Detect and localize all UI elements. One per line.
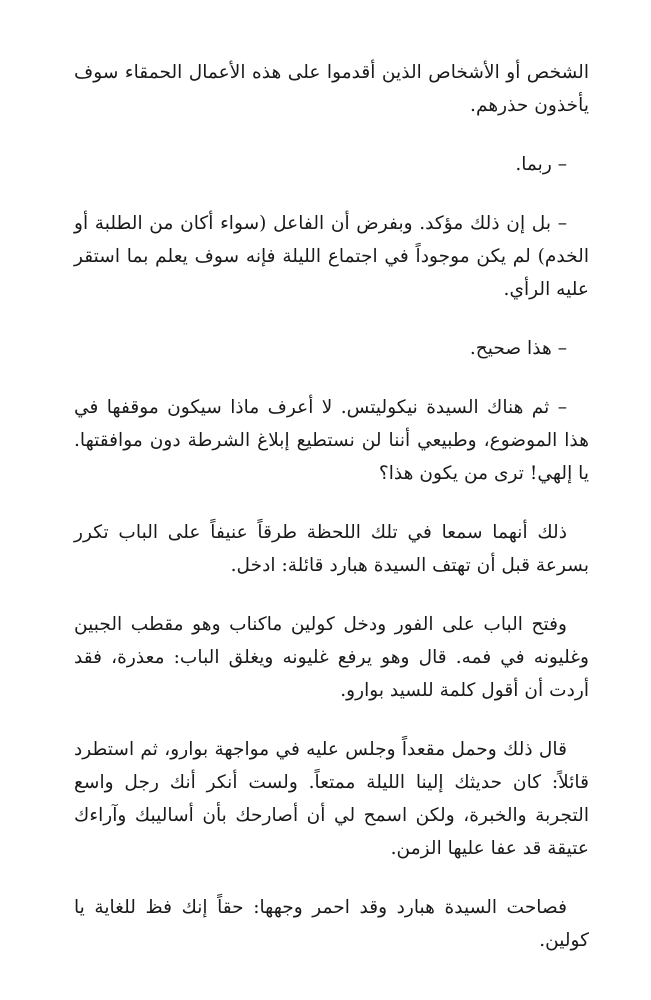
paragraph-2: – ربما. <box>515 154 567 175</box>
paragraph-1: الشخص أو الأشخاص الذين أقدموا على هذه الأعمال الحمقاء سوف يأخذون حذرهم. <box>74 62 589 116</box>
page-text <box>74 56 589 957</box>
paragraph-3: – بل إن ذلك مؤكد. وبفرض أن الفاعل (سواء أكان من الطلبة أو الخدم) لم يكن موجوداً في اجتماع الليلة فإنه سوف يعلم بما استقر عليه الرأي. <box>74 213 589 300</box>
paragraph-9: فصاحت السيدة هبارد وقد احمر وجهها: حقاً إنك فظ للغاية يا كولين. <box>74 897 589 951</box>
paragraph-6: ذلك أنهما سمعا في تلك اللحظة طرقاً عنيفاً على الباب تكرر بسرعة قبل أن تهتف السيدة هبارد قائلة: ادخل. <box>74 522 589 576</box>
paragraph-5: – ثم هناك السيدة نيكوليتس. لا أعرف ماذا سيكون موقفها في هذا الموضوع، وطبيعي أننا لن نستطيع إبلاغ الشرطة دون موافقتها. يا إلهي! ترى من يكون هذا؟ <box>74 397 589 484</box>
paragraph-4: – هذا صحيح. <box>469 338 567 359</box>
paragraph-8: قال ذلك وحمل مقعداً وجلس عليه في مواجهة بوارو، ثم استطرد قائلاً: كان حديثك إلينا الليلة ممتعاً. ولست أنكر أنك رجل واسع التجربة والخبرة، ولكن اسمح لي أن أصارحك بأن أساليبك وآراءك عتيقة قد عفا عليها الزمن. <box>74 739 589 859</box>
paragraph-7: وفتح الباب على الفور ودخل كولين ماكناب وهو مقطب الجبين وغليونه في فمه. قال وهو يرفع غليونه ويغلق الباب: معذرة، فقد أردت أن أقول كلمة للسيد بوارو. <box>74 614 589 701</box>
